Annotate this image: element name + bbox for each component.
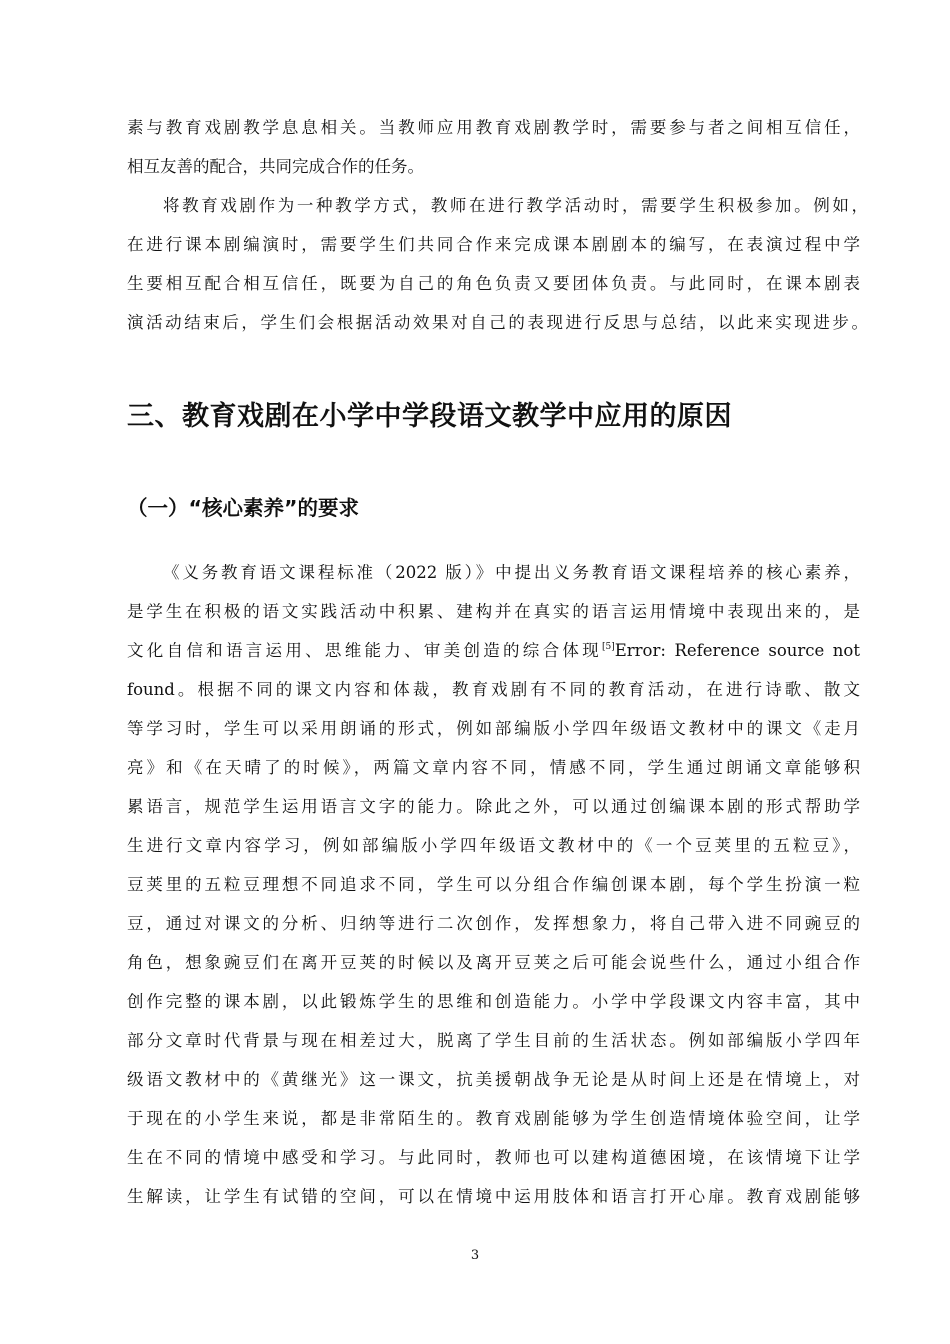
paragraph-line: 生在不同的情境中感受和学习。与此同时，教师也可以建构道德困境，在该情境下让学: [127, 1148, 860, 1167]
paragraph-line: 相互友善的配合，共同完成合作的任务。: [127, 157, 424, 176]
paragraph-line: 等学习时，学生可以采用朗诵的形式，例如部编版小学四年级语文教材中的课文《走月: [127, 719, 860, 738]
paragraph-line: 豆荚里的五粒豆理想不同追求不同，学生可以分组合作编创课本剧，每个学生扮演一粒: [127, 875, 860, 894]
paragraph-line: 演活动结束后，学生们会根据活动效果对自己的表现进行反思与总结，以此来实现进步。: [127, 313, 868, 332]
paragraph-line: 于现在的小学生来说，都是非常陌生的。教育戏剧能够为学生创造情境体验空间，让学: [127, 1109, 860, 1128]
page-number: 3: [470, 1248, 480, 1263]
paragraph-line: 级语文教材中的《黄继光》这一课文，抗美援朝战争无论是从时间上还是在情境上，对: [127, 1070, 860, 1089]
paragraph-line: 角色，想象豌豆们在离开豆荚的时候以及离开豆荚之后可能会说些什么，通过小组合作: [127, 953, 860, 972]
paragraph-line: 将教育戏剧作为一种教学方式，教师在进行教学活动时，需要学生积极参加。例如，: [163, 196, 868, 215]
paragraph-line: 生解读，让学生有试错的空间，可以在情境中运用肢体和语言打开心扉。教育戏剧能够: [127, 1187, 860, 1206]
paragraph-line: 豆，通过对课文的分析、归纳等进行二次创作，发挥想象力，将自己带入进不同豌豆的: [127, 914, 860, 933]
paragraph-line: 部分文章时代背景与现在相差过大，脱离了学生目前的生活状态。例如部编版小学四年: [127, 1031, 860, 1050]
paragraph-line: 《义务教育语文课程标准（2022 版）》中提出义务教育语文课程培养的核心素养，: [163, 563, 860, 582]
paragraph-line: 创作完整的课本剧，以此锻炼学生的思维和创造能力。小学中学段课文内容丰富，其中: [127, 992, 860, 1011]
paragraph-line: 在进行课本剧编演时，需要学生们共同合作来完成课本剧剧本的编写，在表演过程中学: [127, 235, 860, 254]
paragraph-line: [127, 639, 860, 663]
paragraph-line: found。根据不同的课文内容和体裁，教育戏剧有不同的教育活动，在进行诗歌、散文: [127, 680, 860, 699]
paragraph-line: 是学生在积极的语文实践活动中积累、建构并在真实的语言运用情境中表现出来的，是: [127, 602, 860, 621]
paragraph-text: 文化自信和语言运用、思维能力、审美创造的综合体现: [127, 641, 602, 660]
paragraph-line: 亮》和《在天晴了的时候》，两篇文章内容不同，情感不同，学生通过朗诵文章能够积: [127, 758, 860, 777]
section-heading: 三、教育戏剧在小学中学段语文教学中应用的原因: [127, 401, 732, 432]
paragraph-line: 生要相互配合相互信任，既要为自己的角色负责又要团体负责。与此同时，在课本剧表: [127, 274, 860, 293]
paragraph-line: 累语言，规范学生运用语言文字的能力。除此之外，可以通过创编课本剧的形式帮助学: [127, 797, 860, 816]
subsection-heading: （一）“核心素养”的要求: [127, 496, 359, 520]
paragraph-line: 素与教育戏剧教学息息相关。当教师应用教育戏剧教学时，需要参与者之间相互信任，: [127, 118, 860, 137]
paragraph-line: 生进行文章内容学习，例如部编版小学四年级语文教材中的《一个豆荚里的五粒豆》，: [127, 836, 860, 855]
citation-reference[interactable]: [5]: [601, 642, 615, 652]
reference-error-text: Error: Reference source not: [614, 641, 860, 660]
